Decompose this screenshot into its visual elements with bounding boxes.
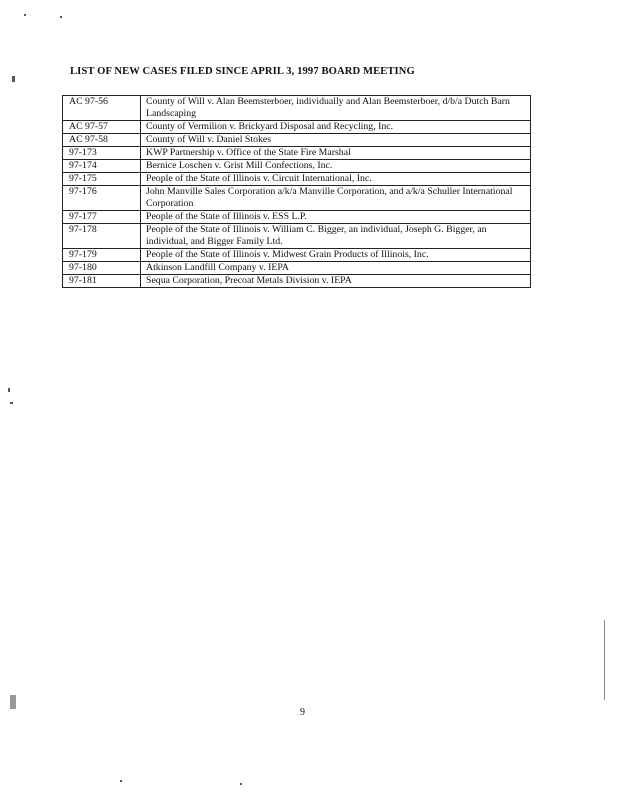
- scan-speck: [60, 16, 62, 18]
- case-number: AC 97-56: [63, 96, 141, 121]
- scan-speck: [604, 620, 605, 700]
- case-title: John Manville Sales Corporation a/k/a Manville Corporation, and a/k/a Schuller International Corporation: [141, 186, 531, 211]
- case-title: People of the State of Illinois v. ESS L.P.: [141, 211, 531, 224]
- case-number: 97-178: [63, 224, 141, 249]
- case-title: Atkinson Landfill Company v. IEPA: [141, 262, 531, 275]
- cases-table: [62, 95, 531, 288]
- case-number: 97-176: [63, 186, 141, 211]
- case-number: 97-175: [63, 173, 141, 186]
- case-title: Sequa Corporation, Precoat Metals Division v. IEPA: [141, 275, 531, 288]
- scan-speck: [10, 402, 13, 404]
- scan-speck: [24, 14, 26, 16]
- scan-speck: [240, 783, 242, 785]
- scan-speck: [8, 388, 10, 392]
- case-number: 97-181: [63, 275, 141, 288]
- case-row: [63, 262, 531, 275]
- case-row: [63, 186, 531, 211]
- case-number: 97-174: [63, 160, 141, 173]
- case-title: People of the State of Illinois v. Midwest Grain Products of Illinois, Inc.: [141, 249, 531, 262]
- scan-speck: [12, 76, 15, 82]
- case-row: [63, 211, 531, 224]
- case-number: 97-179: [63, 249, 141, 262]
- cases-table-body: [63, 96, 531, 288]
- page-number: 9: [300, 707, 305, 718]
- case-row: [63, 160, 531, 173]
- case-number: 97-173: [63, 147, 141, 160]
- case-row: [63, 147, 531, 160]
- case-row: [63, 249, 531, 262]
- case-title: County of Will v. Alan Beemsterboer, individually and Alan Beemsterboer, d/b/a Dutch Barn Landscaping: [141, 96, 531, 121]
- case-title: County of Vermilion v. Brickyard Disposal and Recycling, Inc.: [141, 121, 531, 134]
- case-title: Bernice Loschen v. Grist Mill Confections, Inc.: [141, 160, 531, 173]
- case-row: [63, 275, 531, 288]
- case-title: People of the State of Illinois v. Circuit International, Inc.: [141, 173, 531, 186]
- scan-speck: [10, 695, 16, 709]
- case-row: [63, 134, 531, 147]
- case-number: 97-177: [63, 211, 141, 224]
- case-title: County of Will v. Daniel Stokes: [141, 134, 531, 147]
- document-heading: LIST OF NEW CASES FILED SINCE APRIL 3, 1997 BOARD MEETING: [70, 66, 415, 77]
- case-number: AC 97-58: [63, 134, 141, 147]
- case-row: [63, 121, 531, 134]
- case-row: [63, 224, 531, 249]
- case-row: [63, 96, 531, 121]
- case-row: [63, 173, 531, 186]
- scan-speck: [120, 780, 122, 782]
- case-title: People of the State of Illinois v. William C. Bigger, an individual, Joseph G. Bigger, an individual, and Bigger Family Ltd.: [141, 224, 531, 249]
- case-number: AC 97-57: [63, 121, 141, 134]
- case-title: KWP Partnership v. Office of the State Fire Marshal: [141, 147, 531, 160]
- case-number: 97-180: [63, 262, 141, 275]
